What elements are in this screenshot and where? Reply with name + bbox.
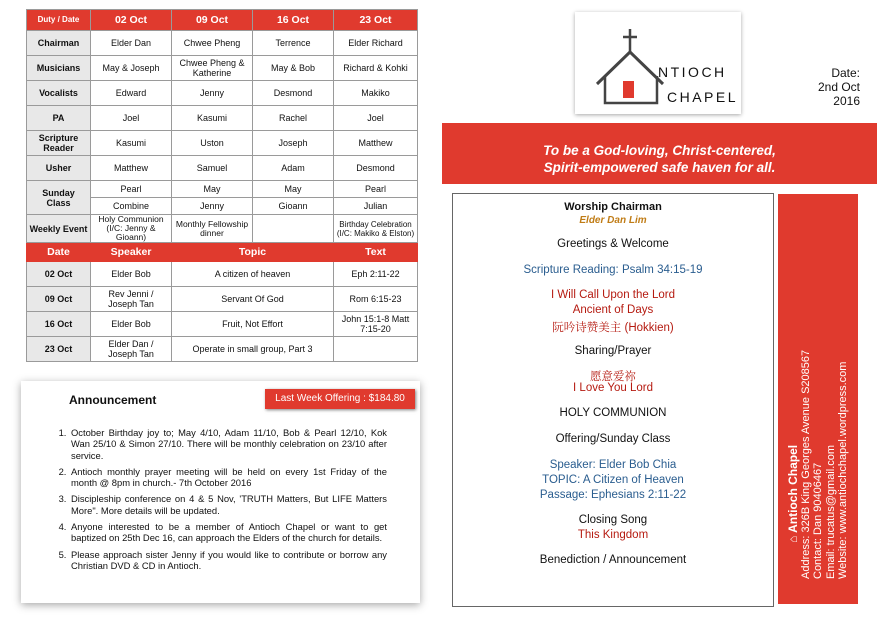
duty-row [27,156,418,181]
chairman-name: Elder Dan Lim [579,215,647,226]
duty-role: Scripture Reader [27,131,91,156]
duty-header-cell: 09 Oct [172,10,253,31]
sermon-topic: A citizen of heaven [172,262,334,287]
duty-cell: May [172,181,253,198]
sermon-row [27,287,418,312]
sermon-passage: Passage: Ephesians 2:11-22 [539,489,687,501]
date-value: 2nd Oct [817,80,860,94]
duty-cell: Joel [91,106,172,131]
song-title: 阮吟诗赞美主 (Hokkien) [552,322,674,334]
contact-name [787,219,800,579]
duty-cell: Chwee Pheng [172,31,253,56]
duty-header-cell: 16 Oct [253,10,334,31]
sermon-row [27,262,418,287]
duty-cell: Elder Richard [334,31,418,56]
duty-cell: Makiko [334,81,418,106]
announcement-item: 2. Antioch monthly prayer meeting will be held on every 1st Friday of the month @ 8pm in church.- 7th October 2016 [69,466,387,489]
duty-cell: Jenny [172,198,253,215]
song-title: I Will Call Upon the Lord [551,289,675,301]
duty-header-cell: Duty / Date [27,10,91,31]
greetings: Greetings & Welcome [557,238,669,250]
sermon-topic: Operate in small group, Part 3 [172,337,334,362]
benediction: Benediction / Announcement [539,554,687,566]
announcement-title: Announcement [69,393,157,407]
scripture-reading: Scripture Reading: Psalm 34:15-19 [523,264,703,276]
sermon-header-cell: Speaker [91,243,172,262]
sermon-text: Eph 2:11-22 [334,262,418,287]
duty-cell: Samuel [172,156,253,181]
sermon-speaker: Rev Jenni / Joseph Tan [91,287,172,312]
sermon-date: 02 Oct [27,262,91,287]
logo-text-line1: NTIOCH [658,64,727,80]
duty-cell: Desmond [334,156,418,181]
sermon-speaker: Speaker: Elder Bob Chia [549,459,677,471]
duty-cell: Pearl [334,181,418,198]
sermon-row [27,337,418,362]
duty-cell: May & Bob [253,56,334,81]
sermon-date: 09 Oct [27,287,91,312]
chapel-logo [575,12,741,114]
sermon-speaker: Elder Bob [91,262,172,287]
announcement-item: 3. Discipleship conference on 4 & 5 Nov, 'TRUTH Matters, But LIFE Matters More". More details will be updated. [69,493,387,516]
duty-role: Weekly Event [27,215,91,243]
offering-sunday-class: Offering/Sunday Class [555,433,671,445]
sermon-text: Rom 6:15-23 [334,287,418,312]
sharing-prayer: Sharing/Prayer [574,345,652,357]
duty-cell: Joseph [253,131,334,156]
duty-role: PA [27,106,91,131]
duty-header-row [27,10,418,31]
sermon-header-cell: Topic [172,243,334,262]
duty-cell: May [253,181,334,198]
duty-row [27,131,418,156]
chairman-title: Worship Chairman [564,201,662,213]
sermon-date: 16 Oct [27,312,91,337]
sermon-text [334,337,418,362]
duty-cell: Holy Communion (I/C: Jenny & Gioann) [91,215,172,243]
duty-cell: Joel [334,106,418,131]
duty-cell: May & Joseph [91,56,172,81]
duty-cell: Richard & Kohki [334,56,418,81]
order-of-worship [452,193,774,607]
duty-row [27,81,418,106]
holy-communion: HOLY COMMUNION [559,407,667,419]
duty-header-cell: 23 Oct [334,10,418,31]
contact-address: Address: 326B King Georges Avenue S208567 [799,349,812,579]
sermon-date: 23 Oct [27,337,91,362]
closing-song-label: Closing Song [578,514,648,526]
contact-website[interactable]: Website: www.antiochchapel.wordpress.com [836,361,849,579]
duty-cell: Jenny [172,81,253,106]
duty-row [27,181,418,198]
song-title: 愿意爱祢 [590,371,636,383]
sermon-header-row [27,243,418,262]
duty-cell: Kasumi [172,106,253,131]
vision-line2: Spirit-empowered safe haven for all. [543,160,776,175]
sermon-speaker: Elder Bob [91,312,172,337]
vision-line1: To be a God-loving, Christ-centered, [543,143,776,158]
sermon-speaker: Elder Dan / Joseph Tan [91,337,172,362]
contact-name-text: Antioch Chapel [785,444,800,533]
duty-role: Musicians [27,56,91,81]
sermon-topic: Servant Of God [172,287,334,312]
offering-badge: Last Week Offering : $184.80 [265,389,415,409]
duty-role: Chairman [27,31,91,56]
logo-text-line2: CHAPEL [667,89,739,105]
duty-row [27,215,418,243]
duty-cell: Pearl [91,181,172,198]
sermon-topic: TOPIC: A Citizen of Heaven [542,474,684,486]
closing-song-title: This Kingdom [577,529,649,541]
duty-cell: Julian [334,198,418,215]
duty-role: Usher [27,156,91,181]
duty-row [27,106,418,131]
duty-cell: Desmond [253,81,334,106]
contact-email[interactable]: Email: trucatus@gmail.com [824,444,837,579]
duty-roster-table [26,9,418,362]
duty-cell: Edward [91,81,172,106]
sermon-row [27,312,418,337]
duty-cell: Chwee Pheng & Katherine [172,56,253,81]
announcement-list [51,427,387,576]
announcement-item: 1. October Birthday joy to; May 4/10, Adam 11/10, Bob & Pearl 12/10, Kok Wan 25/10 & Simon 27/10. There will be monthly celebration on 23/10 after service. [69,427,387,461]
sermon-header-cell: Text [334,243,418,262]
duty-row [27,56,418,81]
date-year: 2016 [833,94,860,108]
duty-cell [253,215,334,243]
announcement-item: 5. Please approach sister Jenny if you would like to contribute or borrow any Christian DVD & CD in Antioch. [69,549,387,572]
home-icon: ⌂ [785,532,800,543]
duty-role: Sunday Class [27,181,91,215]
contact-sidebar [778,194,858,604]
duty-cell: Adam [253,156,334,181]
song-title: Ancient of Days [572,304,654,316]
contact-text-block [787,219,850,579]
duty-cell: Birthday Celebration (I/C: Makiko & Elston) [334,215,418,243]
sermon-topic: Fruit, Not Effort [172,312,334,337]
duty-cell: Matthew [91,156,172,181]
date-label: Date: [831,66,860,80]
duty-cell: Gioann [253,198,334,215]
contact-phone: Contact: Dan 90406467 [811,462,824,579]
song-title: I Love You Lord [573,382,653,394]
duty-cell: Uston [172,131,253,156]
duty-cell: Matthew [334,131,418,156]
duty-row [27,31,418,56]
service-date [795,66,860,108]
sermon-header-cell: Date [27,243,91,262]
announcement-item: 4. Anyone interested to be a member of Antioch Chapel or want to get baptized on 25th Dec 16, can approach the Elders of the church for details. [69,521,387,544]
announcement-card [21,381,420,603]
duty-cell: Elder Dan [91,31,172,56]
duty-role: Vocalists [27,81,91,106]
vision-banner [442,123,877,184]
duty-cell: Monthly Fellowship dinner [172,215,253,243]
duty-cell: Combine [91,198,172,215]
sermon-text: John 15:1-8 Matt 7:15-20 [334,312,418,337]
duty-header-cell: 02 Oct [91,10,172,31]
duty-cell: Terrence [253,31,334,56]
duty-cell: Kasumi [91,131,172,156]
duty-cell: Rachel [253,106,334,131]
